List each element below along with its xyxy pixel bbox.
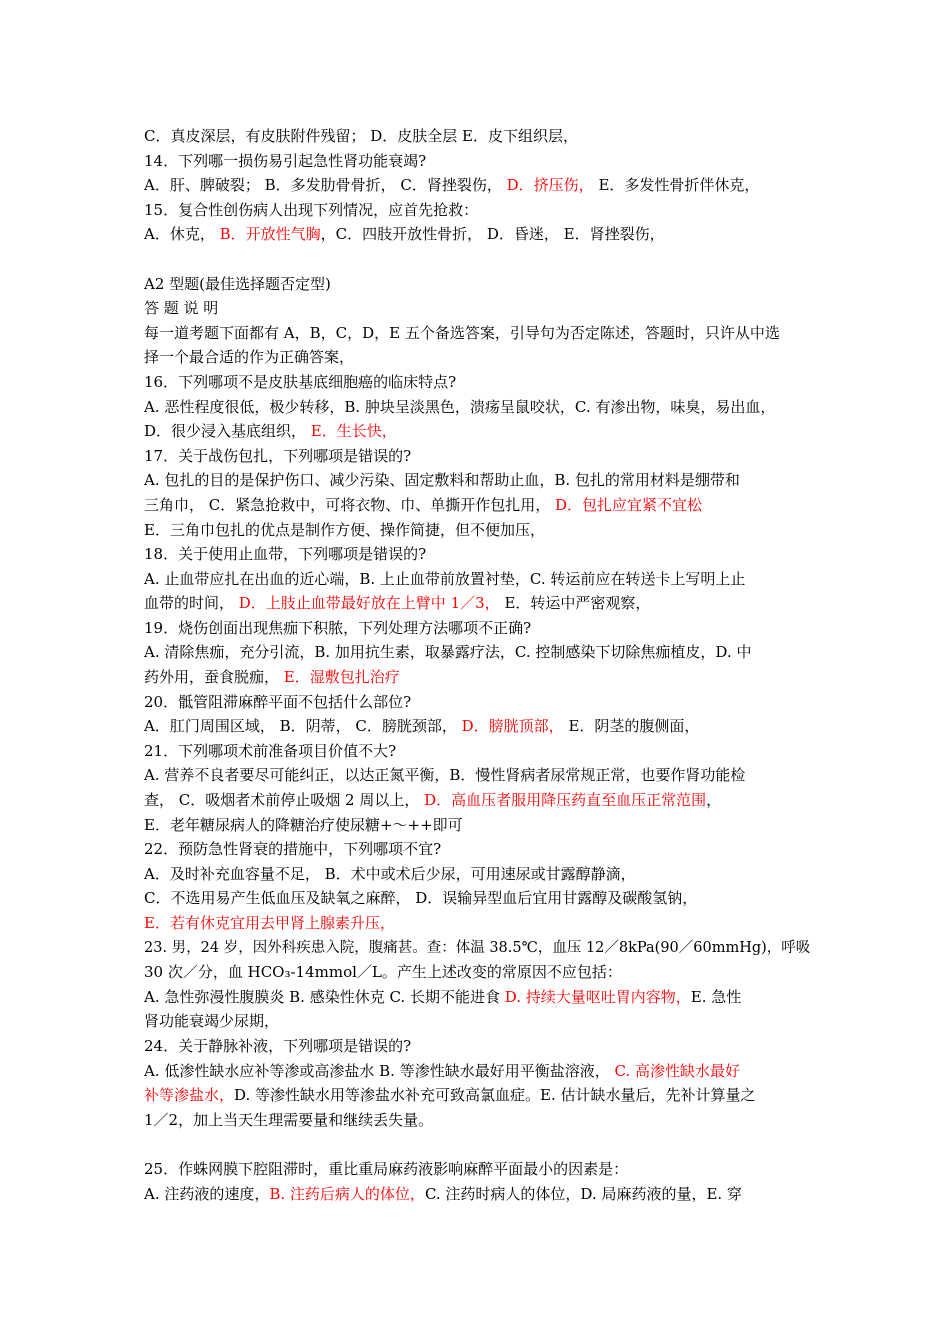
text-segment: C．不选用易产生低血压及缺氧之麻醉， D．误输异型血后宜用甘露醇及碳酸氢钠， xyxy=(144,889,698,908)
text-line xyxy=(144,813,812,838)
text-line xyxy=(144,1083,812,1108)
text-line xyxy=(144,444,812,469)
text-segment: 21．下列哪项术前准备项目价值不大? xyxy=(144,741,397,760)
text-line xyxy=(144,567,812,592)
text-segment: ， xyxy=(706,791,722,810)
text-line xyxy=(144,370,812,395)
blank-line xyxy=(144,247,812,272)
answer-highlight: B．开放性气胸 xyxy=(219,225,321,244)
text-segment: 血带的时间， xyxy=(144,594,239,613)
text-segment: A．及时补充血容量不足， B．术中或术后少尿，可用速尿或甘露醇静滴， xyxy=(144,864,636,883)
text-segment: A. 注药液的速度， xyxy=(144,1184,270,1203)
text-line xyxy=(144,321,812,346)
text-segment: 18．关于使用止血带，下列哪项是错误的? xyxy=(144,545,427,564)
text-segment: E．三角巾包扎的优点是制作方便、操作简捷，但不便加压， xyxy=(144,520,545,539)
text-segment: A．休克， xyxy=(144,225,220,244)
answer-highlight: D．包扎应宜紧不宜松 xyxy=(555,495,703,514)
text-segment: 17．关于战伤包扎，下列哪项是错误的? xyxy=(144,446,412,465)
text-line xyxy=(144,518,812,543)
document-page xyxy=(144,124,812,1206)
text-segment: A. 营养不良者要尽可能纠正，以达正氮平衡，B．慢性肾病者尿常规正常，也要作肾功能检 xyxy=(144,766,746,785)
text-line xyxy=(144,1182,812,1207)
text-segment: A．肝、脾破裂； B．多发肋骨骨折， C．肾挫裂伤， xyxy=(144,176,507,195)
text-segment: C. 注药时病人的体位，D. 局麻药液的量，E. 穿 xyxy=(424,1184,742,1203)
text-segment: E. 急性 xyxy=(690,987,742,1006)
answer-highlight: B. 注药后病人的体位， xyxy=(269,1184,425,1203)
answer-highlight: C. 高渗性缺水最好 xyxy=(614,1061,740,1080)
text-segment: 15．复合性创伤病人出现下列情况，应首先抢救： xyxy=(144,200,479,219)
text-segment: 23. 男，24 岁，因外科疾患入院，腹痛甚。查：体温 38.5℃，血压 12／8kPa(90／60mmHg)，呼吸 xyxy=(144,939,811,956)
text-segment: D. 等渗性缺水用等渗盐水补充可致高氯血症。E. 估计缺水量后，先补计算量之 xyxy=(234,1086,756,1105)
text-segment: E．阴茎的腹侧面， xyxy=(563,717,700,736)
text-line xyxy=(144,665,812,690)
text-line xyxy=(144,222,812,247)
text-segment: ，C．四肢开放性骨折， D．昏迷， E．肾挫裂伤， xyxy=(320,225,665,244)
text-line xyxy=(144,1108,812,1133)
text-line xyxy=(144,149,812,174)
text-segment: 每一道考题下面都有 A，B，C，D，E 五个备选答案，引导句为否定陈述，答题时，只许从中选 xyxy=(144,323,780,342)
text-line xyxy=(144,493,812,518)
text-segment: 择一个最合适的作为正确答案， xyxy=(144,348,355,367)
text-segment: 1／2，加上当天生理需要量和继续丢失量。 xyxy=(144,1110,434,1129)
text-line xyxy=(144,272,812,297)
text-segment: E．老年糖尿病人的降糖治疗使尿糖+～++即可 xyxy=(144,815,463,834)
text-segment: 20．骶管阻滞麻醉平面不包括什么部位? xyxy=(144,692,412,711)
blank-line xyxy=(144,1132,812,1157)
text-segment: 药外用，蚕食脱痂， xyxy=(144,668,284,687)
text-segment: 查， C．吸烟者术前停止吸烟 2 周以上， xyxy=(144,791,425,810)
text-segment: D．很少浸入基底组织， xyxy=(144,422,311,441)
text-line xyxy=(144,985,812,1010)
text-segment: A2 型题(最佳选择题否定型) xyxy=(144,274,331,293)
text-line xyxy=(144,198,812,223)
text-line xyxy=(144,616,812,641)
answer-highlight: 补等渗盐水， xyxy=(144,1086,235,1105)
text-line xyxy=(144,640,812,665)
answer-highlight: E．若有休克宜用去甲肾上腺素升压， xyxy=(144,914,395,932)
text-segment: 22．预防急性肾衰的措施中，下列哪项不宜? xyxy=(144,840,442,859)
text-line xyxy=(144,739,812,764)
answer-highlight: E．生长快， xyxy=(310,422,397,441)
text-line xyxy=(144,1157,812,1182)
text-line xyxy=(144,960,812,985)
text-line xyxy=(144,763,812,788)
text-segment: 30 次／分，血 HCO₃-14mmol／L。产生上述改变的常原因不应包括： xyxy=(144,963,622,982)
text-segment: A. 急性弥漫性腹膜炎 B. 感染性休克 C. 长期不能进食 xyxy=(144,987,505,1006)
answer-highlight: D．上肢止血带最好放在上臂中 1／3， xyxy=(238,594,500,613)
text-segment: A. 恶性程度很低，极少转移，B. 肿块呈淡黑色，溃疡呈鼠咬状，C. 有渗出物，味臭，易出血， xyxy=(144,397,776,416)
text-line xyxy=(144,591,812,616)
answer-highlight: D. 持续大量呕吐胃内容物， xyxy=(504,987,691,1006)
text-line xyxy=(144,173,812,198)
text-segment: C．真皮深层，有皮肤附件残留； D．皮肤全层 E．皮下组织层， xyxy=(144,127,578,145)
text-segment: E．多发性骨折伴休克， xyxy=(593,176,760,195)
text-segment: 25．作蛛网膜下腔阻滞时，重比重局麻药液影响麻醉平面最小的因素是： xyxy=(144,1159,629,1178)
text-segment: A．肛门周围区域， B．阴蒂， C．膀胱颈部， xyxy=(144,717,462,736)
text-line xyxy=(144,1059,812,1084)
text-line xyxy=(144,862,812,887)
text-line xyxy=(144,936,812,961)
text-segment: A. 清除焦痂，充分引流，B. 加用抗生素，取暴露疗法，C. 控制感染下切除焦痂植皮，D. 中 xyxy=(144,643,752,662)
text-segment: 三角巾， C．紧急抢救中，可将衣物、巾、单撕开作包扎用， xyxy=(144,495,556,514)
text-line xyxy=(144,1034,812,1059)
text-line xyxy=(144,468,812,493)
text-line xyxy=(144,395,812,420)
text-line xyxy=(144,886,812,911)
text-line xyxy=(144,714,812,739)
text-segment: E．转运中严密观察， xyxy=(499,594,651,613)
text-segment: 答 题 说 明 xyxy=(144,299,219,318)
text-line xyxy=(144,788,812,813)
text-line xyxy=(144,296,812,321)
text-segment: A. 止血带应扎在出血的近心端，B. 上止血带前放置衬垫，C. 转运前应在转送卡上写明上止 xyxy=(144,569,746,588)
answer-highlight: E．湿敷包扎治疗 xyxy=(283,668,400,687)
answer-highlight: D．高血压者服用降压药直至血压正常范围 xyxy=(424,791,707,810)
text-segment: 14．下列哪一损伤易引起急性肾功能衰竭? xyxy=(144,151,427,170)
text-line xyxy=(144,124,812,149)
answer-highlight: D．膀胱顶部， xyxy=(461,717,564,736)
text-line xyxy=(144,419,812,444)
text-line xyxy=(144,911,812,936)
text-segment: A. 包扎的目的是保护伤口、减少污染、固定敷料和帮助止血，B. 包扎的常用材料是绷带和 xyxy=(144,471,740,490)
text-segment: 19．烧伤创面出现焦痂下积脓，下列处理方法哪项不正确? xyxy=(144,618,532,637)
text-line xyxy=(144,345,812,370)
text-line xyxy=(144,1009,812,1034)
text-line xyxy=(144,542,812,567)
text-segment: 24．关于静脉补液，下列哪项是错误的? xyxy=(144,1036,412,1055)
text-line xyxy=(144,690,812,715)
text-line xyxy=(144,837,812,862)
text-segment: 16．下列哪项不是皮肤基底细胞癌的临床特点? xyxy=(144,372,457,391)
answer-highlight: D．挤压伤， xyxy=(506,176,594,195)
text-segment: A. 低渗性缺水应补等渗或高渗盐水 B. 等渗性缺水最好用平衡盐溶液， xyxy=(144,1061,615,1080)
text-segment: 肾功能衰竭少尿期， xyxy=(144,1012,280,1031)
